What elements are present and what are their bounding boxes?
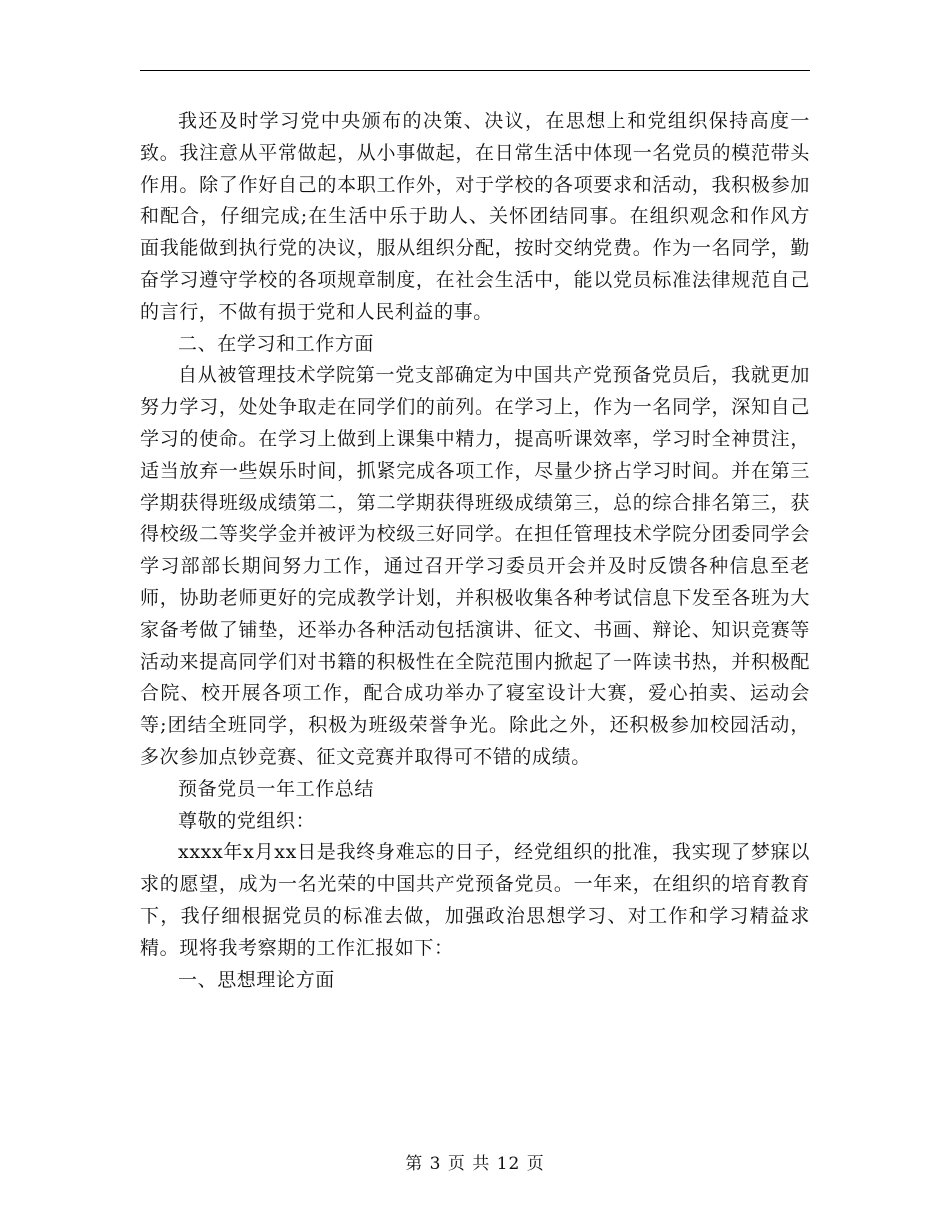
paragraph-intro: xxxx年x月xx日是我终身难忘的日子，经党组织的批准，我实现了梦寐以求的愿望，成为一名光荣的中国共产党预备党员。一年来，在组织的培育教育下，我仔细根据党员的标准去做，加强政治思想学习、对工作和学习精益求精。现将我考察期的工作汇报如下： bbox=[140, 841, 810, 959]
section-heading-ideology: 一、思想理论方面 bbox=[178, 968, 335, 991]
paragraph-party-study: 我还及时学习党中央颁布的决策、决议，在思想上和党组织保持高度一致。我注意从平常做起，从小事做起，在日常生活中体现一名党员的模范带头作用。除了作好自己的本职工作外，对于学校的各项要求和活动，我积极参加和配合，仔细完成;在生活中乐于助人、关怀团结同事。在组织观念和作风方面我能做到执行党的决议，服从组织分配，按时交纳党费。作为一名同学，勤奋学习遵守学校的各项规章制度，在社会生活中，能以党员标准法律规范自己的言行，不做有损于党和人民利益的事。 bbox=[140, 110, 810, 323]
page-number: 第 3 页 共 12 页 bbox=[405, 1154, 545, 1174]
paragraph-study-work: 自从被管理技术学院第一党支部确定为中国共产党预备党员后，我就更加努力学习，处处争取走在同学们的前列。在学习上，作为一名同学，深知自己学习的使命。在学习上做到上课集中精力，提高听课效率，学习时全神贯注，适当放弃一些娱乐时间，抓紧完成各项工作，尽量少挤占学习时间。并在第三学期获得班级成绩第二，第二学期获得班级成绩第三，总的综合排名第三，获得校级二等奖学金并被评为校级三好同学。在担任管理技术学院分团委同学会学习部部长期间努力工作，通过召开学习委员开会并及时反馈各种信息至老师，协助老师更好的完成教学计划，并积极收集各种考试信息下发至各班为大家备考做了铺垫，还举办各种活动包括演讲、征文、书画、辩论、知识竞赛等活动来提高同学们对书籍的积极性在全院范围内掀起了一阵读书热，并积极配合院、校开展各项工作，配合成功举办了寝室设计大赛，爱心拍卖、运动会等;团结全班同学，积极为班级荣誉争光。除此之外，还积极参加校园活动，多次参加点钞竞赛、征文竞赛并取得可不错的成绩。 bbox=[140, 364, 810, 768]
document-subtitle: 预备党员一年工作总结 bbox=[178, 777, 375, 800]
header-rule bbox=[140, 70, 810, 71]
salutation: 尊敬的党组织： bbox=[178, 809, 316, 832]
section-heading-study-work: 二、在学习和工作方面 bbox=[178, 332, 375, 355]
document-body bbox=[140, 106, 810, 996]
